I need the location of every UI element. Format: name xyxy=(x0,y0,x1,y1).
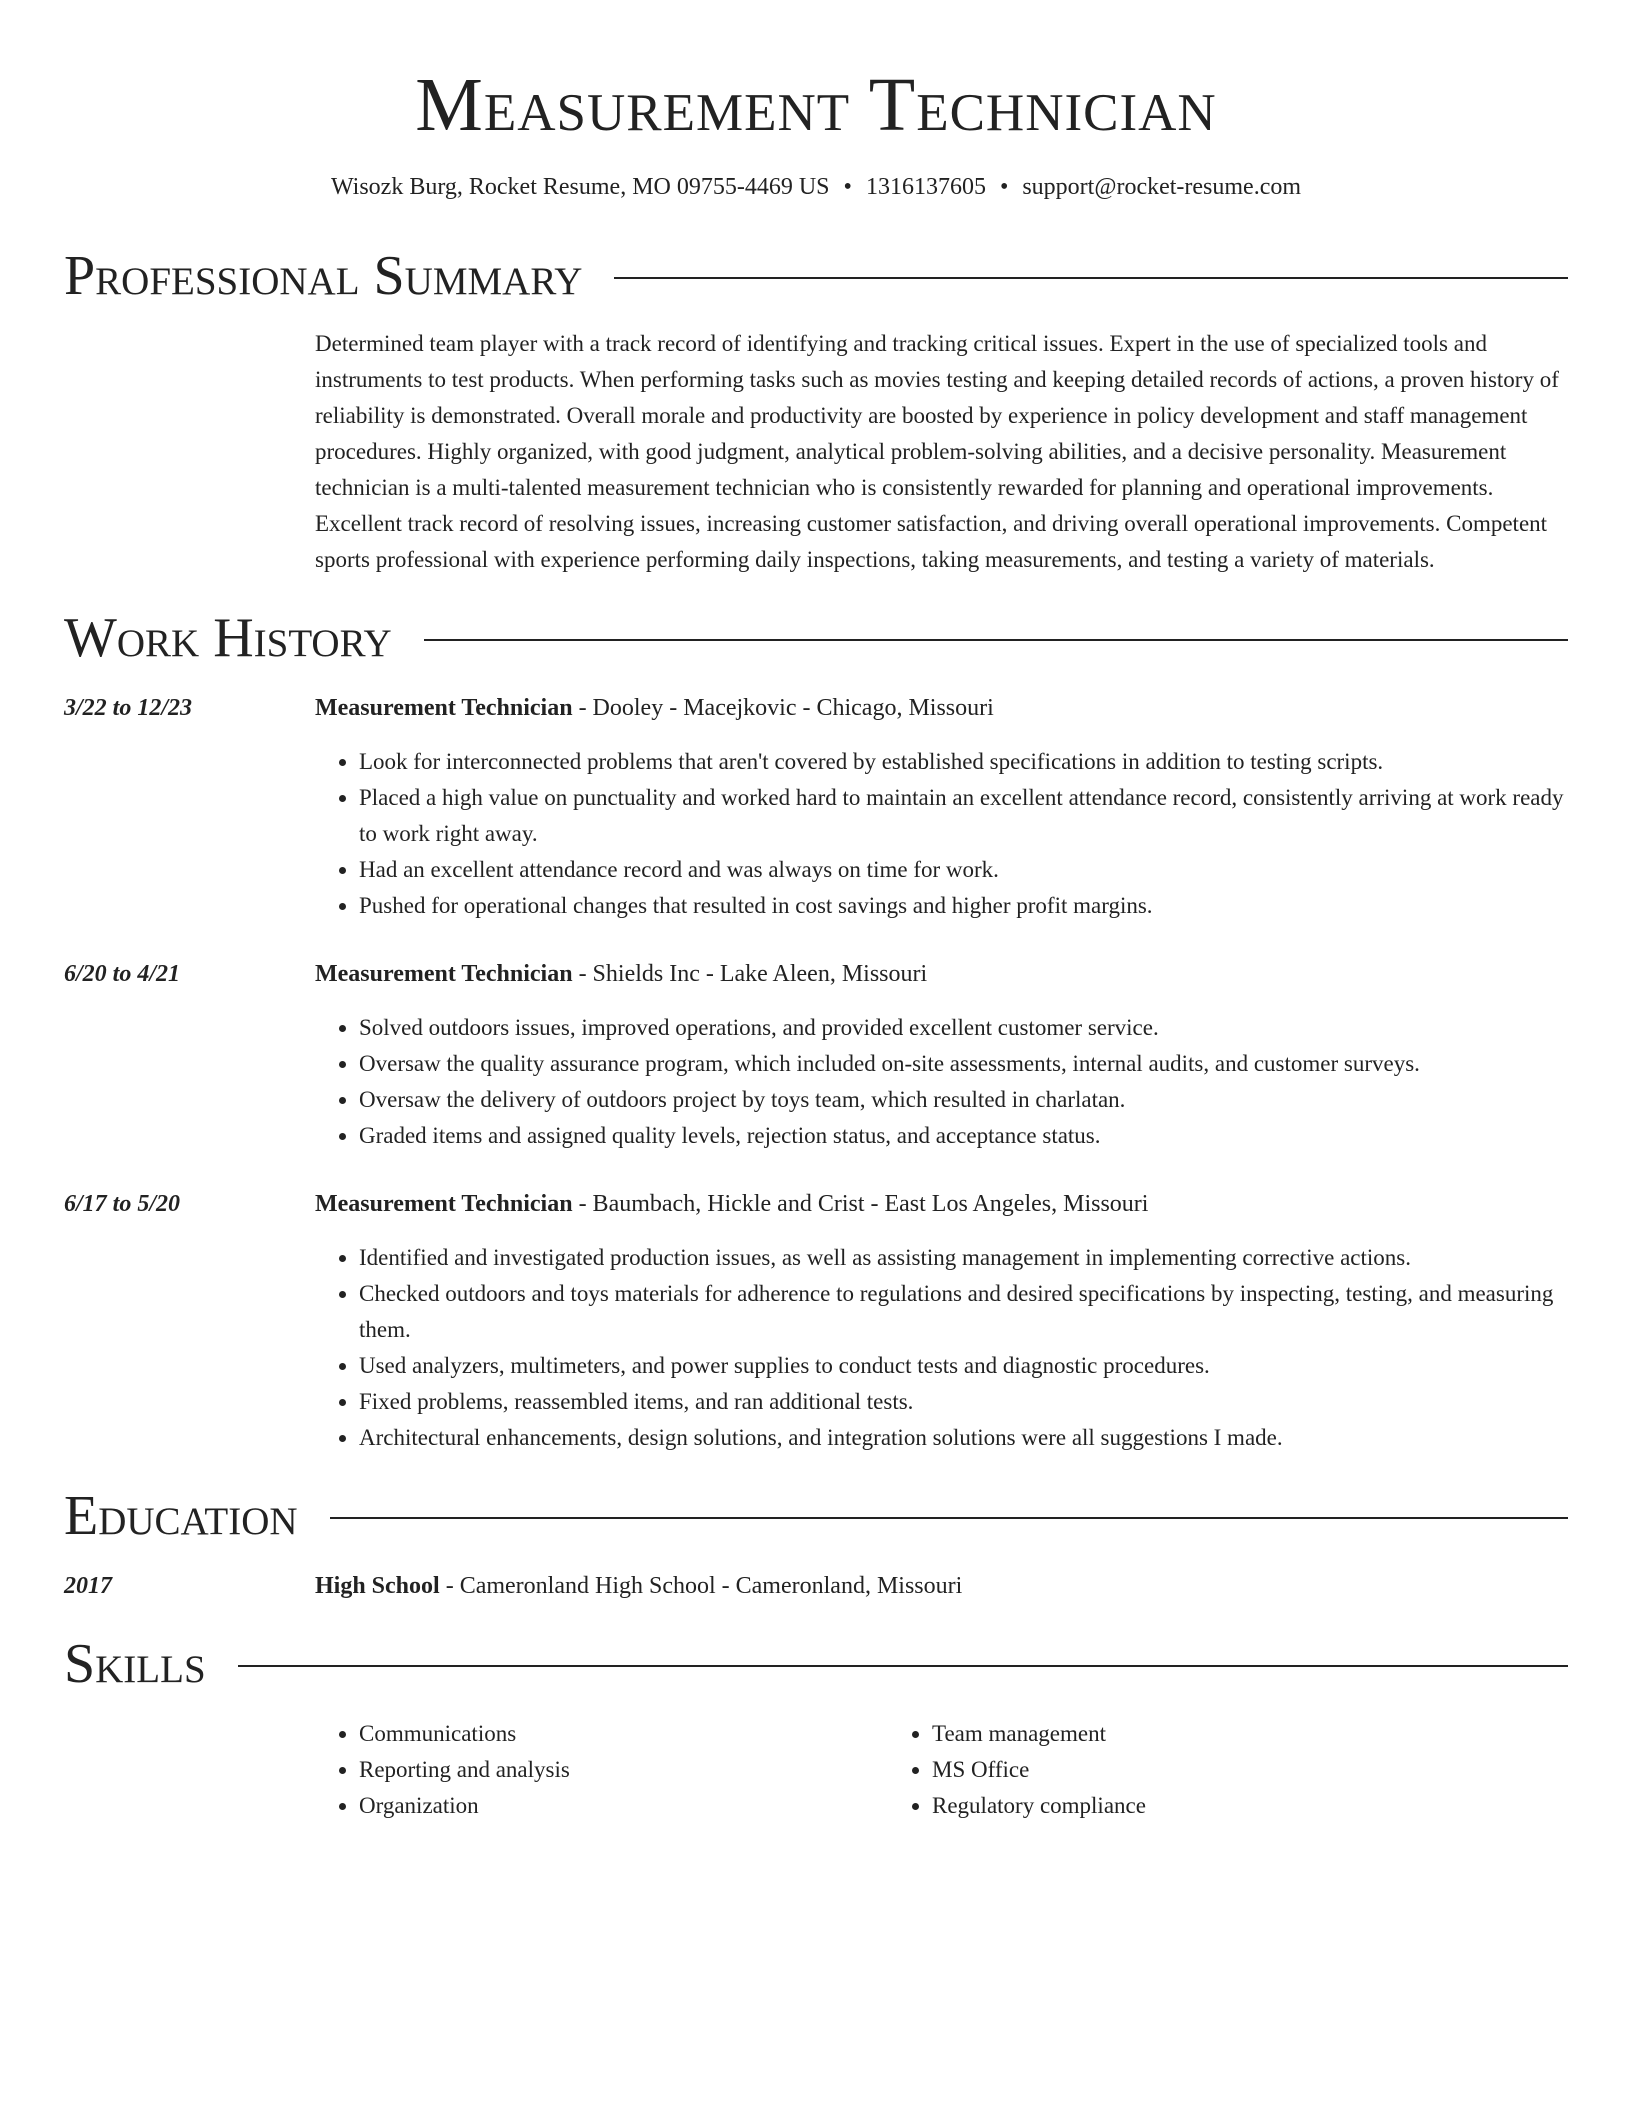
education-details: - Cameronland High School - Cameronland, Missouri xyxy=(439,1573,963,1599)
skill-item: • Team management xyxy=(932,1716,1461,1752)
candidate-name: Measurement Technician xyxy=(415,63,1217,147)
list-item: • Checked outdoors and toys materials for adherence to regulations and desired specifications by inspecting, testing, and measuring them. xyxy=(359,1276,1568,1348)
skills-column-right xyxy=(888,1716,1461,1824)
list-item: • Fixed problems, reassembled items, and ran additional tests. xyxy=(359,1384,1568,1420)
list-item: • Oversaw the quality assurance program, which included on-site assessments, internal audits, and customer surveys. xyxy=(359,1046,1568,1082)
list-item: • Look for interconnected problems that aren't covered by established specifications in addition to testing scripts. xyxy=(359,744,1568,780)
skill-item: • Communications xyxy=(359,1716,888,1752)
skill-item: • Regulatory compliance xyxy=(932,1788,1461,1824)
education-year: 2017 xyxy=(64,1573,112,1599)
job-entry xyxy=(64,1186,1568,1456)
job-dates: 6/17 to 5/20 xyxy=(64,1191,181,1217)
section-divider xyxy=(424,639,1568,641)
contact-separator: • xyxy=(843,174,852,200)
section-divider xyxy=(238,1665,1568,1667)
section-title: Skills xyxy=(64,1633,206,1695)
summary-text: Determined team player with a track record of identifying and tracking critical issues. Expert in the use of specialized tools and instruments to test products. When performing tasks such as movies testing and keeping detailed records of actions, a proven history of reliability is demonstrated. Overall morale and productivity are boosted by experience in policy development and staff management procedures. Highly organized, with good judgment, analytical problem-solving abilities, and a decisive personality. Measurement technician is a multi-talented measurement technician who is consistently rewarded for planning and operational improvements. Excellent track record of resolving issues, increasing customer satisfaction, and driving overall operational improvements. Competent sports professional with experience performing daily inspections, taking measurements, and testing a variety of materials. xyxy=(315,331,1559,572)
education-entry xyxy=(64,1568,1568,1604)
section-divider xyxy=(614,277,1568,279)
education-degree: High School xyxy=(315,1573,440,1599)
job-title-line xyxy=(315,1186,1568,1222)
list-item: • Architectural enhancements, design solutions, and integration solutions were all suggestions I made. xyxy=(359,1420,1568,1456)
job-details: - Dooley - Macejkovic - Chicago, Missouri xyxy=(572,695,994,721)
education-section-heading xyxy=(64,1484,1568,1548)
job-title: Measurement Technician xyxy=(315,961,573,987)
contact-address: Wisozk Burg, Rocket Resume, MO 09755-4469 US xyxy=(330,174,830,200)
summary-row xyxy=(64,326,1568,578)
contact-line xyxy=(64,172,1568,202)
skill-item: • Organization xyxy=(359,1788,888,1824)
job-details: - Shields Inc - Lake Aleen, Missouri xyxy=(572,961,928,987)
education-line xyxy=(315,1568,1568,1604)
list-item: • Oversaw the delivery of outdoors project by toys team, which resulted in charlatan. xyxy=(359,1082,1568,1118)
contact-phone: 1316137605 xyxy=(865,174,986,200)
section-divider xyxy=(330,1517,1568,1519)
list-item: • Solved outdoors issues, improved operations, and provided excellent customer service. xyxy=(359,1010,1568,1046)
job-dates: 3/22 to 12/23 xyxy=(64,695,193,721)
job-title: Measurement Technician xyxy=(315,695,573,721)
section-title: Work History xyxy=(64,607,392,669)
job-bullets xyxy=(315,1240,1568,1456)
contact-separator: • xyxy=(999,174,1009,200)
job-details: - Baumbach, Hickle and Crist - East Los Angeles, Missouri xyxy=(572,1191,1149,1217)
list-item: • Placed a high value on punctuality and worked hard to maintain an excellent attendance record, consistently arriving at work ready to work right away. xyxy=(359,780,1568,852)
job-dates: 6/20 to 4/21 xyxy=(64,961,181,987)
list-item: • Had an excellent attendance record and was always on time for work. xyxy=(359,852,1568,888)
section-title: Education xyxy=(64,1485,298,1547)
job-title-line xyxy=(315,690,1568,726)
skills-list xyxy=(64,1716,1568,1824)
job-entry xyxy=(64,690,1568,924)
job-bullets xyxy=(315,744,1568,924)
list-item: • Pushed for operational changes that resulted in cost savings and higher profit margins. xyxy=(359,888,1568,924)
resume-page xyxy=(64,0,1568,1824)
job-entry xyxy=(64,956,1568,1154)
list-item: • Used analyzers, multimeters, and power supplies to conduct tests and diagnostic procedures. xyxy=(359,1348,1568,1384)
skills-section-heading xyxy=(64,1632,1568,1696)
job-bullets xyxy=(315,1010,1568,1154)
job-title: Measurement Technician xyxy=(315,1191,573,1217)
list-item: • Graded items and assigned quality levels, rejection status, and acceptance status. xyxy=(359,1118,1568,1154)
summary-section-heading xyxy=(64,244,1568,308)
skill-item: • MS Office xyxy=(932,1752,1461,1788)
skill-item: • Reporting and analysis xyxy=(359,1752,888,1788)
list-item: • Identified and investigated production issues, as well as assisting management in implementing corrective actions. xyxy=(359,1240,1568,1276)
work-section-heading xyxy=(64,606,1568,670)
contact-email: support@rocket-resume.com xyxy=(1022,174,1302,200)
job-title-line xyxy=(315,956,1568,992)
skills-column-left xyxy=(315,1716,888,1824)
section-title: Professional Summary xyxy=(64,245,583,307)
resume-header xyxy=(64,0,1568,202)
